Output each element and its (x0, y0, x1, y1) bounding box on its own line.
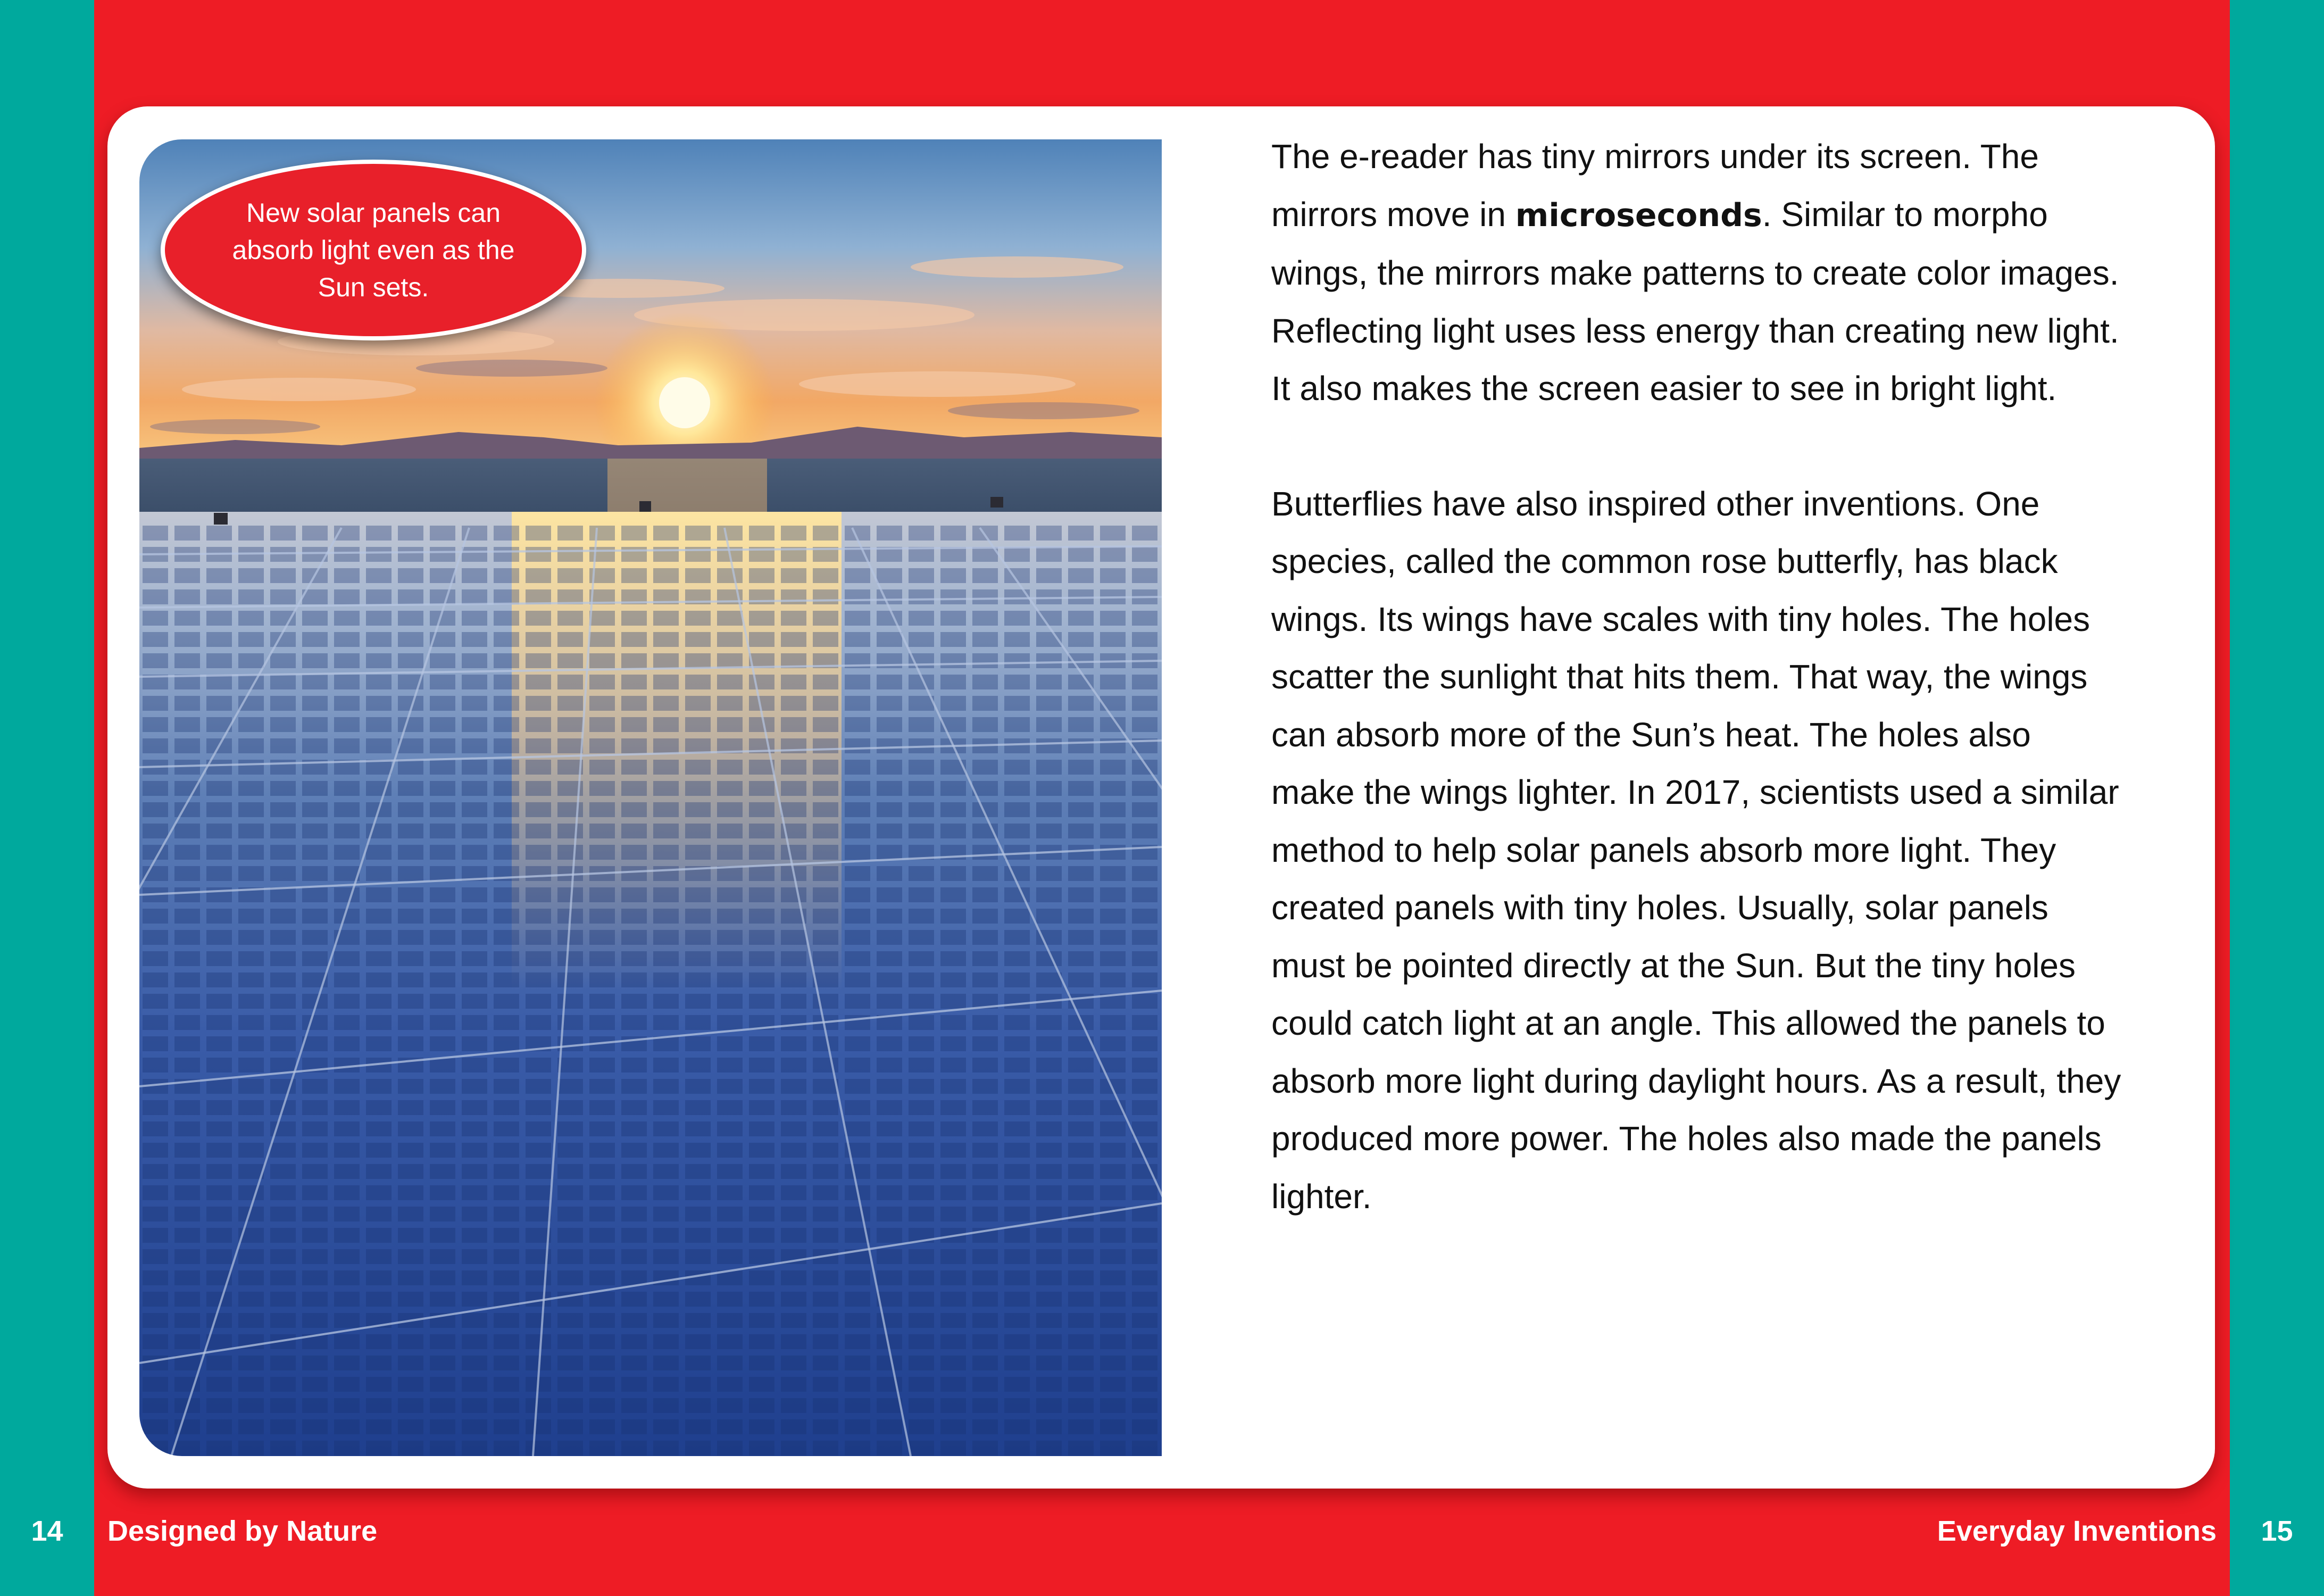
page-number-right: 15 (2261, 1515, 2293, 1547)
paragraph-e-reader (1271, 128, 2122, 418)
callout-line-2: absorb light even as the (232, 235, 515, 265)
photo-callout (161, 160, 586, 340)
right-side-band (2230, 0, 2324, 1596)
paragraph-1-start: The e-reader has tiny mirrors under its screen. The mirrors move in (1271, 137, 2039, 234)
body-text-column (1271, 128, 2122, 1225)
solar-panel-photo (139, 139, 1162, 1456)
page-number-left: 14 (31, 1515, 63, 1547)
glossary-term-microseconds: microseconds (1515, 196, 1762, 234)
left-side-band (0, 0, 94, 1596)
paragraph-butterflies: Butterflies have also inspired other inventions. One species, called the common rose butterfly, has black wings. Its wings have scales with tiny holes. The holes scatter the sunlight that hits them. That way, the wings can absorb more of the Sun’s heat. The holes also make the wings lighter. In 2017, scientists used a similar method to help solar panels absorb more light. They created panels with tiny holes. Usually, solar panels must be pointed directly at the Sun. But the tiny holes could catch light at an angle. This allowed the panels to absorb more light during daylight hours. As a result, they produced more power. The holes also made the panels lighter. (1271, 484, 2121, 1216)
book-title: Designed by Nature (107, 1515, 378, 1547)
section-title: Everyday Inventions (1937, 1515, 2217, 1547)
paragraph-1-end: . Similar to morpho wings, the mirrors make patterns to create color images. Reflecting light uses less energy than creating new light. It also makes the screen easier to see in bright light. (1271, 195, 2119, 408)
callout-text (209, 194, 538, 306)
callout-line-1: New solar panels can (246, 198, 501, 228)
callout-line-3: Sun sets. (318, 272, 429, 302)
